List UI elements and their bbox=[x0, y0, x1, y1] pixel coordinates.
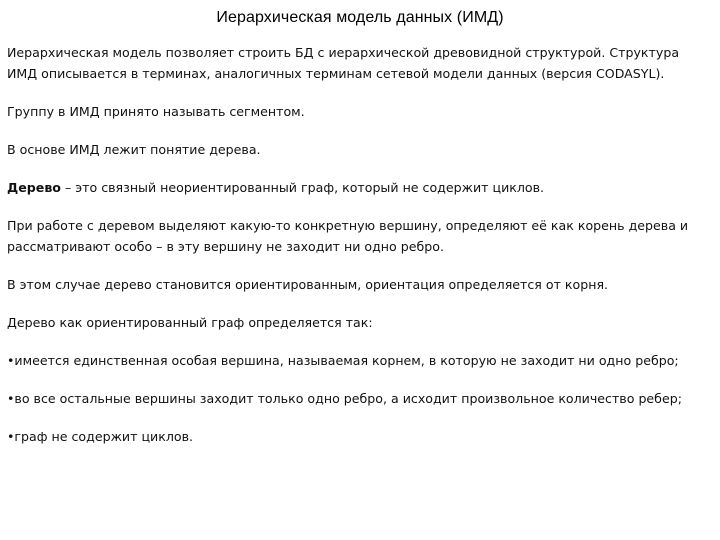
paragraph-root: При работе с деревом выделяют какую-то конкретную вершину, определяют её как корень дерева и рассматривают особо – в эту вершину не заходит ни одно ребро. bbox=[7, 218, 689, 254]
slide-title: Иерархическая модель данных (ИМД) bbox=[216, 9, 504, 26]
paragraph-tree-basis: В основе ИМД лежит понятие дерева. bbox=[7, 142, 261, 157]
slide-body bbox=[7, 42, 709, 447]
paragraph-definition: Иерархическая модель позволяет строить БД с иерархической древовидной структурой. Структура ИМД описывается в терминах, аналогичных терминам сетевой модели данных (версия CODASYL). bbox=[7, 45, 680, 81]
tree-definition-text: – это связный неориентированный граф, который не содержит циклов. bbox=[60, 180, 545, 195]
paragraph-segment: Группу в ИМД принято называть сегментом. bbox=[7, 104, 305, 119]
term-tree: Дерево bbox=[7, 180, 61, 195]
bullet-root: •имеется единственная особая вершина, называемая корнем, в которую не заходит ни одно ребро; bbox=[7, 353, 679, 368]
bullet-edges: •во все остальные вершины заходит только одно ребро, а исходит произвольное количество ребер; bbox=[7, 391, 682, 406]
bullet-no-cycles: •граф не содержит циклов. bbox=[7, 429, 194, 444]
paragraph-tree-definition bbox=[7, 177, 709, 198]
paragraph-oriented-definition: Дерево как ориентированный граф определяется так: bbox=[7, 315, 373, 330]
paragraph-oriented: В этом случае дерево становится ориентированным, ориентация определяется от корня. bbox=[7, 277, 609, 292]
